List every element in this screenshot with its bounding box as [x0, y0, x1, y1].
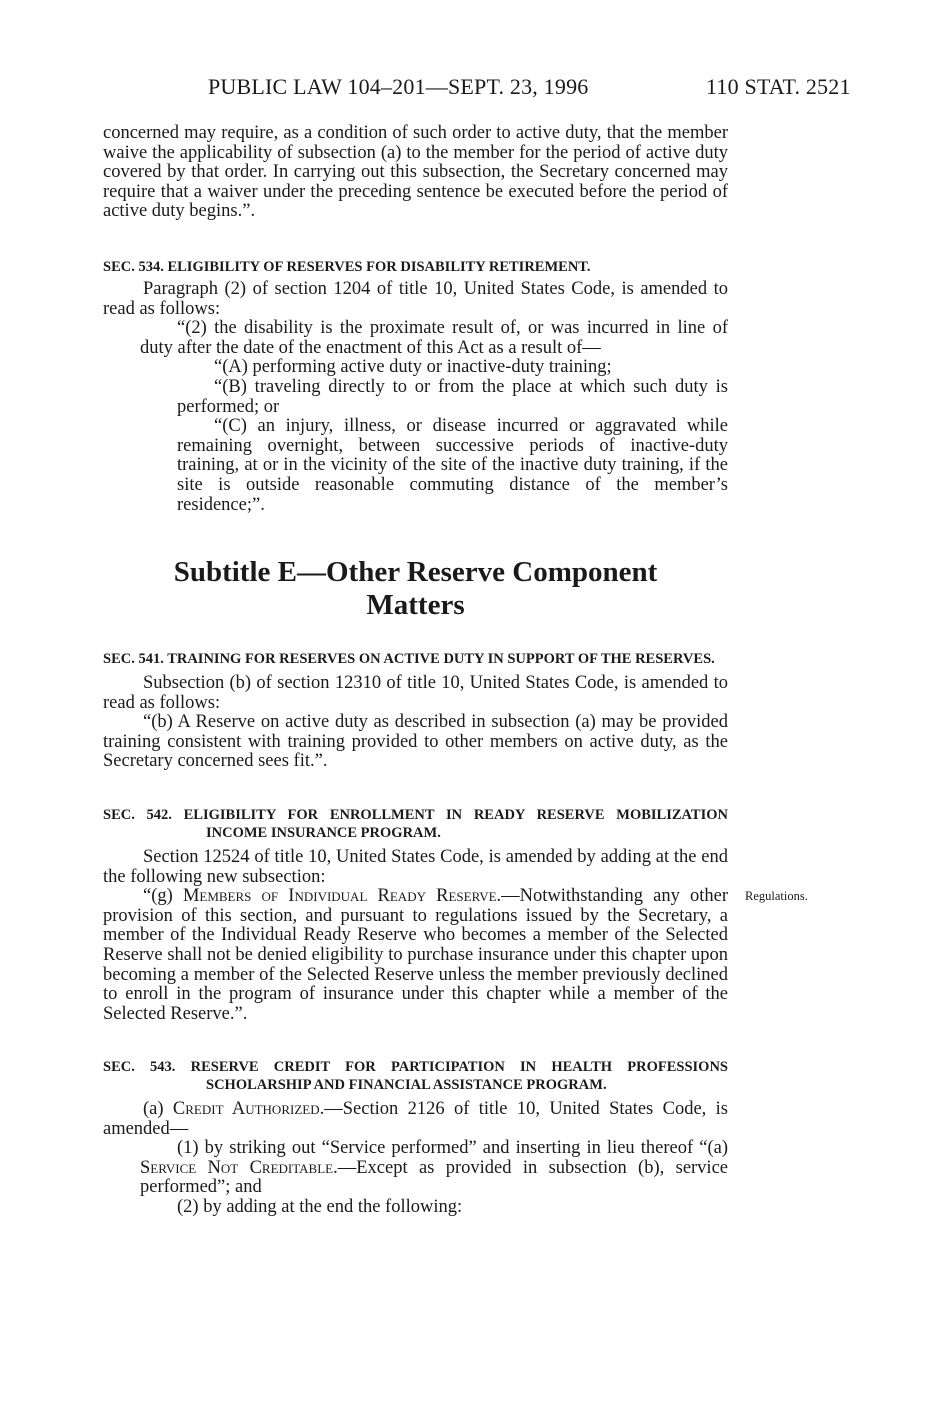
- paragraph: “(A) performing active duty or inactive-duty training;: [214, 357, 612, 378]
- section-heading: SEC. 542. ELIGIBILITY FOR ENROLLMENT IN READY RESERVE MOBILIZATION INCOME INSURANCE PROGRAM.: [103, 807, 728, 841]
- subsection-caption: Credit Authorized.: [172, 1099, 325, 1119]
- section-542: [103, 806, 728, 1024]
- section-heading: SEC. 543. RESERVE CREDIT FOR PARTICIPATION IN HEALTH PROFESSIONS SCHOLARSHIP AND FINANCIAL ASSISTANCE PROGRAM.: [103, 1059, 728, 1093]
- paragraph: [103, 1139, 728, 1198]
- subsection-caption: Members of Individual Ready Reserve.: [182, 886, 502, 907]
- paragraph: [103, 1100, 728, 1139]
- paragraph: Subsection (b) of section 12310 of title 10, United States Code, is amended to read as follows:: [103, 673, 728, 713]
- paragraph: “(b) A Reserve on active duty as described in subsection (a) may be provided training consistent with training provided to other members on active duty, as the Secretary concerned sees fit.”.: [103, 712, 728, 772]
- paragraph: concerned may require, as a condition of such order to active duty, that the member waive the applicability of subsection (a) to the member for the period of active duty covered by that order. In carrying out this subsection, the Secretary concerned may require that a waiver under the preceding sentence be executed before the period of active duty begins.”.: [103, 123, 728, 222]
- paragraph: “(C) an injury, illness, or disease incurred or aggravated while remaining overnight, between successive periods of inactive-duty training, at or in the vicinity of the site of the inactive duty training, if the site is outside reasonable commuting distance of the member’s residence;”.: [177, 416, 728, 515]
- subsection-text: —Section 2126 of title 10, United States Code, is amended—: [103, 1099, 729, 1139]
- subsection-text: —Notwithstanding any other provision of this section, and pursuant to regulations issued by the Secretary, a member of the Individual Ready Reserve who becomes a member of the Selected Reserve shall not be denied eligibility to purchase insurance under this chapter upon becoming a member of the Selected Reserve unless the member previously declined to enroll in the program of insurance under this chapter while a member of the Selected Reserve.”.: [103, 886, 728, 1024]
- subtitle-line: Subtitle E—Other Reserve Component: [173, 556, 658, 588]
- subtitle-heading: [103, 556, 728, 622]
- paragraph: “(B) traveling directly to or from the place at which such duty is performed; or: [177, 376, 728, 417]
- paragraph: Paragraph (2) of section 1204 of title 10, United States Code, is amended to read as follows:: [103, 279, 728, 319]
- subtitle-line: Matters: [366, 589, 465, 621]
- running-header-citation: PUBLIC LAW 104–201—SEPT. 23, 1996: [208, 74, 589, 99]
- section-heading: SEC. 541. TRAINING FOR RESERVES ON ACTIVE DUTY IN SUPPORT OF THE RESERVES.: [103, 651, 715, 667]
- section-534: [103, 258, 728, 515]
- paragraph: “(2) the disability is the proximate result of, or was incurred in line of duty after the date of the enactment of this Act as a result of—: [140, 318, 728, 358]
- amendment-text: (1) by striking out “Service performed” and inserting in lieu thereof “(a): [177, 1138, 728, 1159]
- paragraph: (2) by adding at the end the following:: [177, 1196, 463, 1217]
- margin-note: Regulations.: [745, 889, 808, 903]
- continued-text: [103, 124, 728, 222]
- subsection-prefix: (a): [143, 1099, 173, 1119]
- section-heading: SEC. 534. ELIGIBILITY OF RESERVES FOR DISABILITY RETIREMENT.: [103, 259, 591, 275]
- section-543: [103, 1058, 728, 1218]
- amendment-caption: Service Not Creditable.: [140, 1157, 338, 1178]
- paragraph: [103, 887, 728, 1024]
- paragraph: Section 12524 of title 10, United States Code, is amended by adding at the end the following new subsection:: [103, 847, 728, 887]
- amendment-text: —Except as provided in subsection (b), service performed”; and: [140, 1157, 728, 1198]
- subsection-prefix: “(g): [143, 886, 183, 907]
- running-header-stat-page: 110 STAT. 2521: [706, 74, 851, 99]
- section-541: [103, 650, 728, 772]
